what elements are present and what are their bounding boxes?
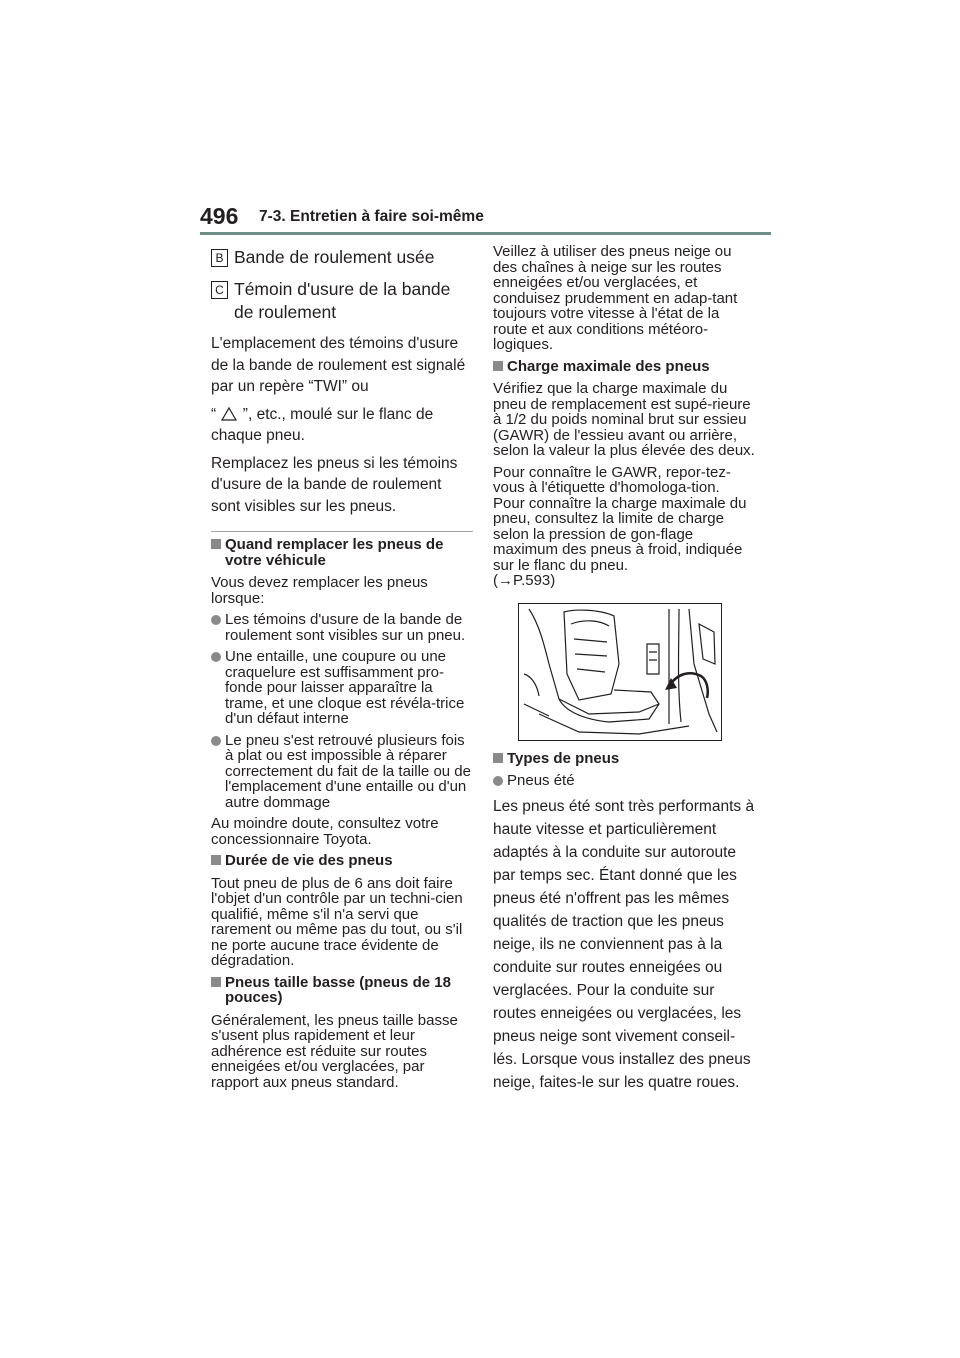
open-quote: “: [211, 405, 217, 423]
section-title: 7-3. Entretien à faire soi-même: [259, 208, 484, 225]
load-heading: [493, 359, 755, 375]
header-rule: [200, 232, 771, 235]
lowprofile-heading: [211, 975, 473, 1006]
indicator-para-2: [211, 404, 473, 447]
list-item-text: Les témoins d'usure de la bande de roulement sont visibles sur un pneu.: [225, 611, 466, 644]
right-column: [493, 244, 755, 1094]
types-heading-text: Types de pneus: [507, 749, 620, 767]
load-heading-text: Charge maximale des pneus: [507, 357, 710, 375]
when-intro: Vous devez remplacer les pneus lorsque:: [211, 574, 428, 607]
types-text: Les pneus été sont très performants à haute vitesse et particulièrement adaptés à la conduite sur autoroute par temps sec. Étant donné que les pneus été n'offrent pas les mêmes qualités de traction que les pneus neige, ils ne conviennent pas à la conduite sur routes enneigées ou verglacées. Pour la conduite sur routes enneigées ou verglacées, les pneus neige sont vivement conseil-lés. Lorsque vous installez des pneus neige, faites-le sur les quatre roues.: [493, 797, 755, 1091]
load-text-3: Pour connaître la charge maximale du pneu, consultez la limite de charge selon la pression de gon-flage maximum des pneus à froid, indiquée sur le flanc du pneu.: [493, 494, 747, 574]
circle-bullet-icon: [211, 652, 221, 662]
life-text: Tout pneu de plus de 6 ans doit faire l'objet d'un contrôle par un techni-cien qualifié, même s'il n'a servi que rarement ou même pas du tout, ou s'il ne porte aucune trace évidente de dégradation.: [211, 874, 463, 969]
list-item: [211, 649, 473, 727]
when-heading: [211, 537, 473, 568]
square-bullet-icon: [493, 361, 503, 371]
item-c: [211, 278, 473, 324]
load-text-2: Pour connaître le GAWR, repor-tez-vous à l'étiquette d'homologa-tion.: [493, 463, 731, 496]
left-column: [211, 246, 473, 1096]
triangle-icon: [220, 406, 238, 422]
square-bullet-icon: [211, 855, 221, 865]
door-pillar-illustration: [518, 603, 722, 741]
list-item: [493, 773, 755, 789]
lowprofile-heading-text: Pneus taille basse (pneus de 18 pouces): [225, 973, 451, 1006]
when-outro: Au moindre doute, consultez votre concessionnaire Toyota.: [211, 815, 439, 848]
circle-bullet-icon: [493, 776, 503, 786]
tag-c: C: [211, 281, 228, 299]
life-heading: [211, 853, 473, 869]
divider: [211, 531, 473, 532]
list-item: [211, 612, 473, 643]
life-heading-text: Durée de vie des pneus: [225, 852, 393, 869]
list-item-text: Une entaille, une coupure ou une craquelure est suffisamment pro-fonde pour laisser apparaître la trame, et une cloque est révéla-trice d'un défaut interne: [225, 648, 465, 727]
list-item: [211, 733, 473, 811]
square-bullet-icon: [211, 977, 221, 987]
load-text-1: Vérifiez que la charge maximale du pneu de remplacement est supé-rieure à 1/2 du poids nominal brut sur essieu (GAWR) de l'essieu avant ou arrière, selon la valeur la plus élevée des deux.: [493, 380, 755, 459]
types-heading: [493, 751, 755, 767]
snow-text: Veillez à utiliser des pneus neige ou des chaînes à neige sur les routes enneigées et/ou verglacées, et conduisez prudemment en adap-tant toujours votre vitesse à l'état de la route et aux conditions météoro-logiques.: [493, 243, 738, 353]
indicator-para-1: L'emplacement des témoins d'usure de la bande de roulement est signalé par un repère “TWI” ou: [211, 335, 466, 395]
list-item-text: Pneus été: [507, 772, 575, 789]
indicator-para-3: Remplacez les pneus si les témoins d'usure de la bande de roulement sont visibles sur les pneus.: [211, 454, 458, 515]
circle-bullet-icon: [211, 736, 221, 746]
square-bullet-icon: [493, 753, 503, 763]
list-item-text: Le pneu s'est retrouvé plusieurs fois à plat ou est impossible à réparer correctement du fait de la taille ou de l'emplacement d'une entaille ou d'un autre dommage: [225, 731, 471, 811]
load-reference: (→P.593): [493, 572, 556, 589]
item-b-text: Bande de roulement usée: [234, 247, 435, 267]
item-c-text: Témoin d'usure de la bande de roulement: [234, 279, 451, 322]
square-bullet-icon: [211, 539, 221, 549]
car-seat-door-drawing: [519, 604, 720, 739]
indicator-para-2-rest: ”, etc., moulé sur le flanc de chaque pneu.: [211, 405, 434, 444]
lowprofile-text: Généralement, les pneus taille basse s'usent plus rapidement et leur adhérence est réduite sur routes enneigées et/ou verglacées, par rapport aux pneus standard.: [211, 1011, 458, 1091]
item-b: [211, 246, 473, 269]
when-heading-text: Quand remplacer les pneus de votre véhicule: [225, 536, 444, 569]
tag-b: B: [211, 249, 228, 267]
circle-bullet-icon: [211, 615, 221, 625]
page-number: 496: [200, 203, 239, 229]
